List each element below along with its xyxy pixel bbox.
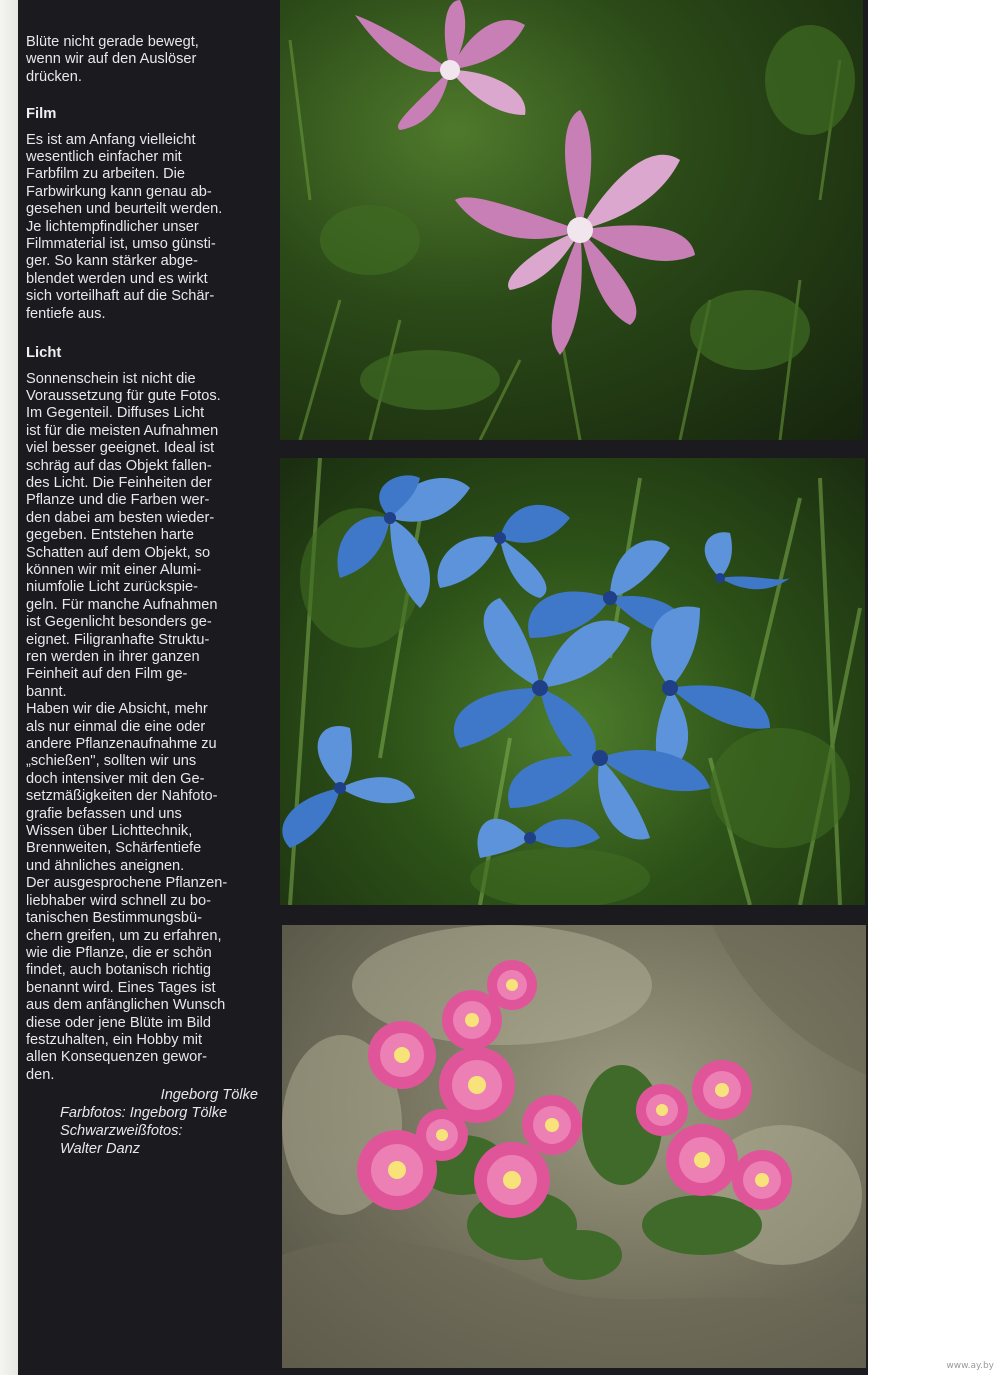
magenta-primula-icon — [282, 925, 866, 1368]
licht-paragraph-3: Der ausgesprochene Pflanzen- liebhaber wird schnell zu bo- tanischen Bestimmungsbü- chern greifen, um zu erfahren, wie die Pflanze, die er schön findet, auch botanisch richtig benannt wird. Eines Tages ist aus dem anfänglichen Wunsch diese oder jene Blüte im Bild festzuhalten, ein Hobby mit allen Konsequenzen gewor- den. — [26, 875, 228, 1083]
credit-author: Ingeborg Tölke — [160, 1087, 258, 1104]
photo-credits — [26, 1086, 260, 1158]
licht-paragraph-2: Haben wir die Absicht, mehr als nur einmal die eine oder andere Pflanzenaufnahme zu „schießen'', sollten wir uns doch intensiver mit den Ge- setzmäßigkeiten der Nahfoto- grafie befassen und uns Wissen über Lichttechnik, Brennweiten, Schärfentiefe und ähnliches aneignen. — [26, 701, 218, 874]
article-text-column — [26, 34, 260, 1158]
credit-color-photos: Farbfotos: Ingeborg Tölke — [60, 1105, 228, 1122]
page-edge — [0, 0, 18, 1375]
blue-gentian-icon — [280, 458, 865, 905]
credit-bw-name: Walter Danz — [60, 1141, 141, 1158]
section-heading-licht: Licht — [26, 345, 62, 362]
photo-pink-primrose — [280, 0, 863, 440]
credit-bw-label: Schwarzweißfotos: — [60, 1123, 183, 1140]
photo-blue-gentian — [280, 458, 865, 905]
intro-paragraph: Blüte nicht gerade bewegt, wenn wir auf den Auslöser drücken. — [26, 34, 199, 85]
pink-primrose-icon — [280, 0, 863, 440]
licht-paragraph-1: Sonnenschein ist nicht die Voraussetzung für gute Fotos. Im Gegenteil. Diffuses Licht ist für die meisten Aufnahmen viel besser geeignet. Ideal ist schräg auf das Objekt fallen- des Licht. Die Feinheiten der Pflanze und die Farben wer- den dabei am besten wieder- gegeben. Entstehen harte Schatten auf dem Objekt, so können wir mit einer Alumi- niumfolie Licht zurückspie- geln. Für manche Aufnahmen ist Gegenlicht besonders ge- eignet. Filigranhafte Struktu- ren werden in ihrer ganzen Feinheit auf den Film ge- bannt. — [26, 370, 221, 700]
section-heading-film: Film — [26, 106, 57, 123]
watermark-text: www.ay.by — [946, 1361, 994, 1371]
film-paragraph: Es ist am Anfang vielleicht wesentlich einfacher mit Farbfilm zu arbeiten. Die Farbwirkung kann genau ab- gesehen und beurteilt werden. Je lichtempfindlicher unser Filmmaterial ist, umso günsti- ger. So kann stärker abge- blendet werden und es wirkt sich vorteilhaft auf die Schär- fentiefe aus. — [26, 131, 223, 322]
photo-magenta-primula — [282, 925, 866, 1368]
